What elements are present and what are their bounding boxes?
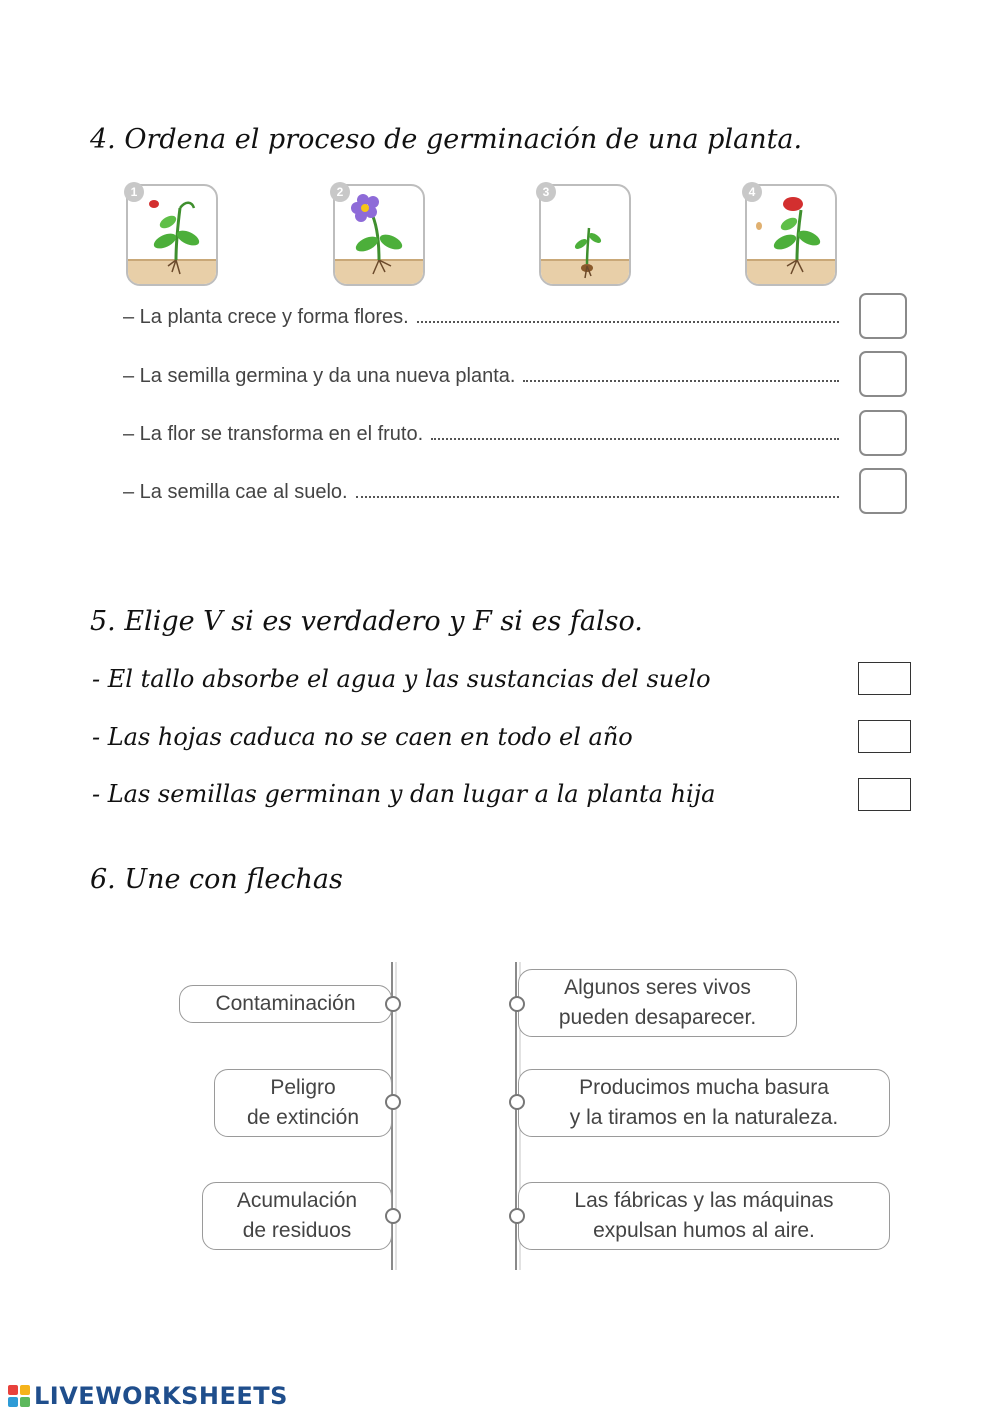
right-option-text: Algunos seres vivos <box>564 976 751 999</box>
order-statement-text: – La semilla cae al suelo. <box>123 481 348 503</box>
left-option-text: de extinción <box>246 1106 360 1129</box>
order-statement-text: – La semilla germina y da una nueva planta. <box>123 365 516 387</box>
section-5-heading: 5. Elige V si es verdadero y F si es falso. <box>90 606 643 637</box>
true-false-statement-1: - El tallo absorbe el agua y las sustancias del suelo <box>92 665 711 693</box>
image-number-2: 2 <box>330 182 350 202</box>
logo-mark-icon <box>8 1385 30 1407</box>
liveworksheets-logo <box>8 1382 288 1410</box>
order-statement-text: – La flor se transforma en el fruto. <box>123 423 424 445</box>
true-false-statement-2: - Las hojas caduca no se caen en todo el año <box>92 723 633 751</box>
section-6-heading: 6. Une con flechas <box>90 864 343 895</box>
right-option-text: Las fábricas y las máquinas <box>574 1189 834 1212</box>
right-option-1 <box>518 969 797 1037</box>
left-option-text: Peligro <box>270 1076 336 1099</box>
image-number-4: 4 <box>742 182 762 202</box>
left-option-3 <box>202 1182 392 1250</box>
order-statement-text: – La planta crece y forma flores. <box>123 306 409 328</box>
image-number-1: 1 <box>124 182 144 202</box>
logo-square <box>8 1385 18 1395</box>
logo-square <box>8 1397 18 1407</box>
true-false-statement-3: - Las semillas germinan y dan lugar a la planta hija <box>92 780 716 808</box>
logo-square <box>20 1385 30 1395</box>
right-connector-dot-1[interactable] <box>509 996 525 1012</box>
right-option-3 <box>518 1182 890 1250</box>
left-option-text: de residuos <box>242 1219 352 1242</box>
section-4-heading: 4. Ordena el proceso de germinación de una planta. <box>90 124 803 155</box>
right-option-text: Producimos mucha basura <box>579 1076 829 1099</box>
right-option-2 <box>518 1069 890 1137</box>
right-option-text: y la tiramos en la naturaleza. <box>569 1106 839 1129</box>
left-connector-dot-1[interactable] <box>385 996 401 1012</box>
left-connector-dot-3[interactable] <box>385 1208 401 1224</box>
left-option-text: Contaminación <box>215 992 356 1015</box>
right-option-text: pueden desaparecer. <box>558 1006 757 1029</box>
right-option-text: expulsan humos al aire. <box>593 1219 815 1242</box>
logo-text: LIVEWORKSHEETS <box>34 1382 288 1410</box>
left-option-text: Acumulación <box>236 1189 358 1212</box>
right-connector-dot-3[interactable] <box>509 1208 525 1224</box>
left-option-2 <box>214 1069 392 1137</box>
right-connector-dot-2[interactable] <box>509 1094 525 1110</box>
left-option-1 <box>179 985 392 1023</box>
left-connector-dot-2[interactable] <box>385 1094 401 1110</box>
logo-square <box>20 1397 30 1407</box>
image-number-3: 3 <box>536 182 556 202</box>
